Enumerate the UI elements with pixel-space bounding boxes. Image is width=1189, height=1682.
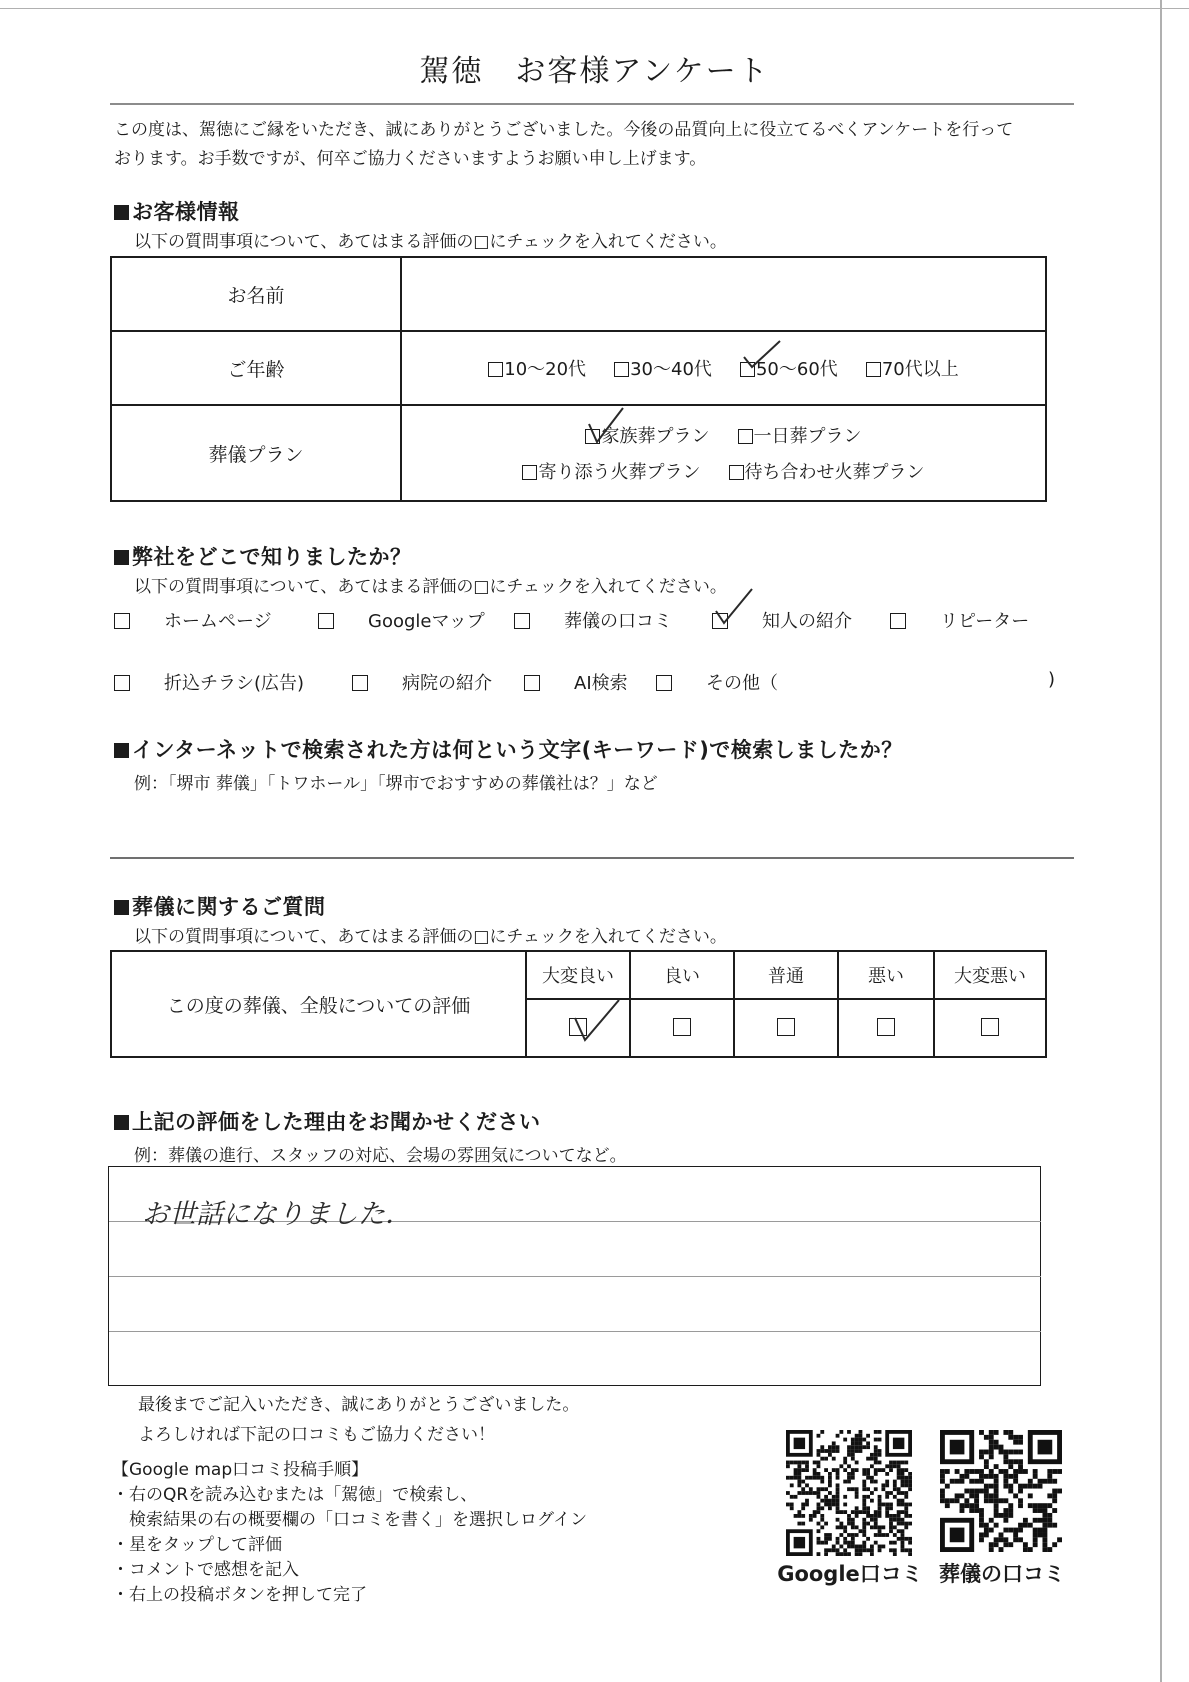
thanks-text <box>138 1390 579 1450</box>
title-divider <box>110 103 1074 105</box>
source-section-heading: 弊社をどこで知りましたか？ <box>114 541 412 571</box>
intro-line-2: おります。お手数ですが、何卒ご協力くださいますようお願い申し上げます。 <box>114 149 707 169</box>
keyword-answer-line[interactable] <box>110 857 1074 859</box>
age-option-30-40[interactable]: 30～40代 <box>614 355 712 381</box>
review-step: ・右のQRを読み込むまたは「駕徳」で検索し、 <box>112 1485 478 1505</box>
reason-rule-line <box>109 1331 1041 1332</box>
scan-right-edge <box>1160 0 1162 1682</box>
rating-cell-normal[interactable] <box>734 999 838 1057</box>
check-mark-icon <box>571 998 621 1046</box>
rating-cell-good[interactable] <box>630 999 734 1057</box>
age-option-50-60[interactable]: 50～60代 <box>740 355 838 381</box>
checkbox-icon[interactable] <box>877 1018 895 1036</box>
checkbox-icon[interactable] <box>981 1018 999 1036</box>
customer-section-heading: お客様情報 <box>114 196 240 226</box>
review-step: ・星をタップして評価 <box>112 1535 282 1555</box>
name-label: お名前 <box>111 257 401 331</box>
checkbox-icon[interactable] <box>866 362 881 377</box>
keyword-section-heading: インターネットで検索された方は何という文字(キーワード)で検索しましたか？ <box>114 734 903 764</box>
checkbox-icon[interactable] <box>524 675 540 691</box>
checkbox-icon[interactable] <box>488 362 503 377</box>
bullet-square-icon <box>114 205 129 220</box>
customer-instruction: 以下の質問事項について、あてはまる評価の□にチェックを入れてください。 <box>134 232 727 252</box>
source-option-homepage[interactable]: ホームページ <box>114 607 272 633</box>
checkbox-icon[interactable] <box>738 429 753 444</box>
intro-text <box>114 116 1074 174</box>
plan-label: 葬儀プラン <box>111 405 401 501</box>
checkbox-icon[interactable] <box>318 613 334 629</box>
plan-option-one-day[interactable]: 一日葬プラン <box>738 422 862 448</box>
checkbox-icon[interactable] <box>114 613 130 629</box>
age-option-10-20[interactable]: 10～20代 <box>488 355 586 381</box>
name-field[interactable] <box>401 257 1046 331</box>
bullet-square-icon <box>114 900 129 915</box>
review-step: 検索結果の右の概要欄の「口コミを書く」を選択しログイン <box>112 1510 588 1530</box>
checkbox-icon[interactable] <box>890 613 906 629</box>
bullet-square-icon <box>114 1115 129 1130</box>
review-steps <box>112 1458 587 1608</box>
checkbox-icon[interactable] <box>673 1018 691 1036</box>
review-step: ・コメントで感想を記入 <box>112 1560 299 1580</box>
rating-cell-very-good[interactable] <box>526 999 630 1057</box>
plan-option-family[interactable]: 家族葬プラン <box>585 422 709 448</box>
checkbox-icon[interactable] <box>352 675 368 691</box>
rating-header-very-good: 大変良い <box>526 951 630 999</box>
source-other-close: ) <box>1048 669 1056 690</box>
check-mark-icon <box>587 408 627 448</box>
plan-option-yorisou[interactable]: 寄り添う火葬プラン <box>522 458 700 484</box>
review-steps-heading: 【Google map口コミ投稿手順】 <box>112 1460 369 1480</box>
bullet-square-icon <box>114 550 129 565</box>
plan-option-machiawase[interactable]: 待ち合わせ火葬プラン <box>729 458 925 484</box>
keyword-example: 例：「堺市 葬儀」「トワホール」「堺市でおすすめの葬儀社は？」など <box>134 774 658 794</box>
check-mark-icon <box>742 339 782 375</box>
thanks-line-1: 最後までご記入いただき、誠にありがとうございました。 <box>138 1395 580 1415</box>
intro-line-1: この度は、駕徳にご縁をいただき、誠にありがとうございました。今後の品質向上に役立てるべくアンケートを行って <box>114 120 1014 140</box>
rating-question: この度の葬儀、全般についての評価 <box>111 951 526 1057</box>
checkbox-icon[interactable] <box>614 362 629 377</box>
funeral-review-qr-icon[interactable] <box>940 1430 1062 1552</box>
funeral-qr-caption: 葬儀の口コミ <box>939 1562 1065 1586</box>
checkbox-icon[interactable] <box>522 465 537 480</box>
review-step: ・右上の投稿ボタンを押して完了 <box>112 1585 367 1605</box>
age-label: ご年齢 <box>111 331 401 405</box>
funeral-instruction: 以下の質問事項について、あてはまる評価の□にチェックを入れてください。 <box>134 927 727 947</box>
rating-header-very-bad: 大変悪い <box>934 951 1046 999</box>
bullet-square-icon <box>114 743 129 758</box>
source-option-hospital[interactable]: 病院の紹介 <box>352 669 492 695</box>
thanks-line-2: よろしければ下記の口コミもご協力ください！ <box>138 1425 495 1445</box>
source-instruction: 以下の質問事項について、あてはまる評価の□にチェックを入れてください。 <box>134 577 727 597</box>
rating-header-normal: 普通 <box>734 951 838 999</box>
source-option-repeater[interactable]: リピーター <box>890 607 1029 633</box>
rating-header-good: 良い <box>630 951 734 999</box>
rating-header-bad: 悪い <box>838 951 934 999</box>
source-option-ai-search[interactable]: AI検索 <box>524 669 628 695</box>
rating-cell-very-bad[interactable] <box>934 999 1046 1057</box>
rating-cell-bad[interactable] <box>838 999 934 1057</box>
funeral-section-heading: 葬儀に関するご質問 <box>114 891 326 921</box>
reason-handwritten-answer: お世話になりました． <box>142 1199 412 1230</box>
reason-rule-line <box>109 1276 1041 1277</box>
reason-section-heading: 上記の評価をした理由をお聞かせください <box>114 1106 541 1136</box>
checkbox-icon[interactable] <box>777 1018 795 1036</box>
scan-top-edge <box>0 8 1189 9</box>
checkbox-icon[interactable] <box>114 675 130 691</box>
age-options <box>401 331 1046 405</box>
source-option-flyer[interactable]: 折込チラシ(広告) <box>114 669 304 695</box>
source-option-google-map[interactable]: Googleマップ <box>318 607 485 633</box>
google-review-qr-icon[interactable] <box>786 1430 912 1556</box>
source-option-review[interactable]: 葬儀の口コミ <box>514 607 672 633</box>
check-mark-icon <box>714 589 754 629</box>
age-option-70-plus[interactable]: 70代以上 <box>866 355 959 381</box>
checkbox-icon[interactable] <box>656 675 672 691</box>
plan-options <box>401 405 1046 501</box>
reason-example: 例：葬儀の進行、スタッフの対応、会場の雰囲気についてなど。 <box>134 1146 627 1166</box>
source-option-referral[interactable]: 知人の紹介 <box>712 607 852 633</box>
funeral-rating-table <box>110 950 1047 1058</box>
page-title: 駕徳 お客様アンケート <box>419 54 770 89</box>
google-qr-caption: Google口コミ <box>777 1562 923 1586</box>
source-option-other[interactable]: その他（ <box>656 669 778 695</box>
checkbox-icon[interactable] <box>514 613 530 629</box>
checkbox-icon[interactable] <box>729 465 744 480</box>
customer-info-table <box>110 256 1047 502</box>
